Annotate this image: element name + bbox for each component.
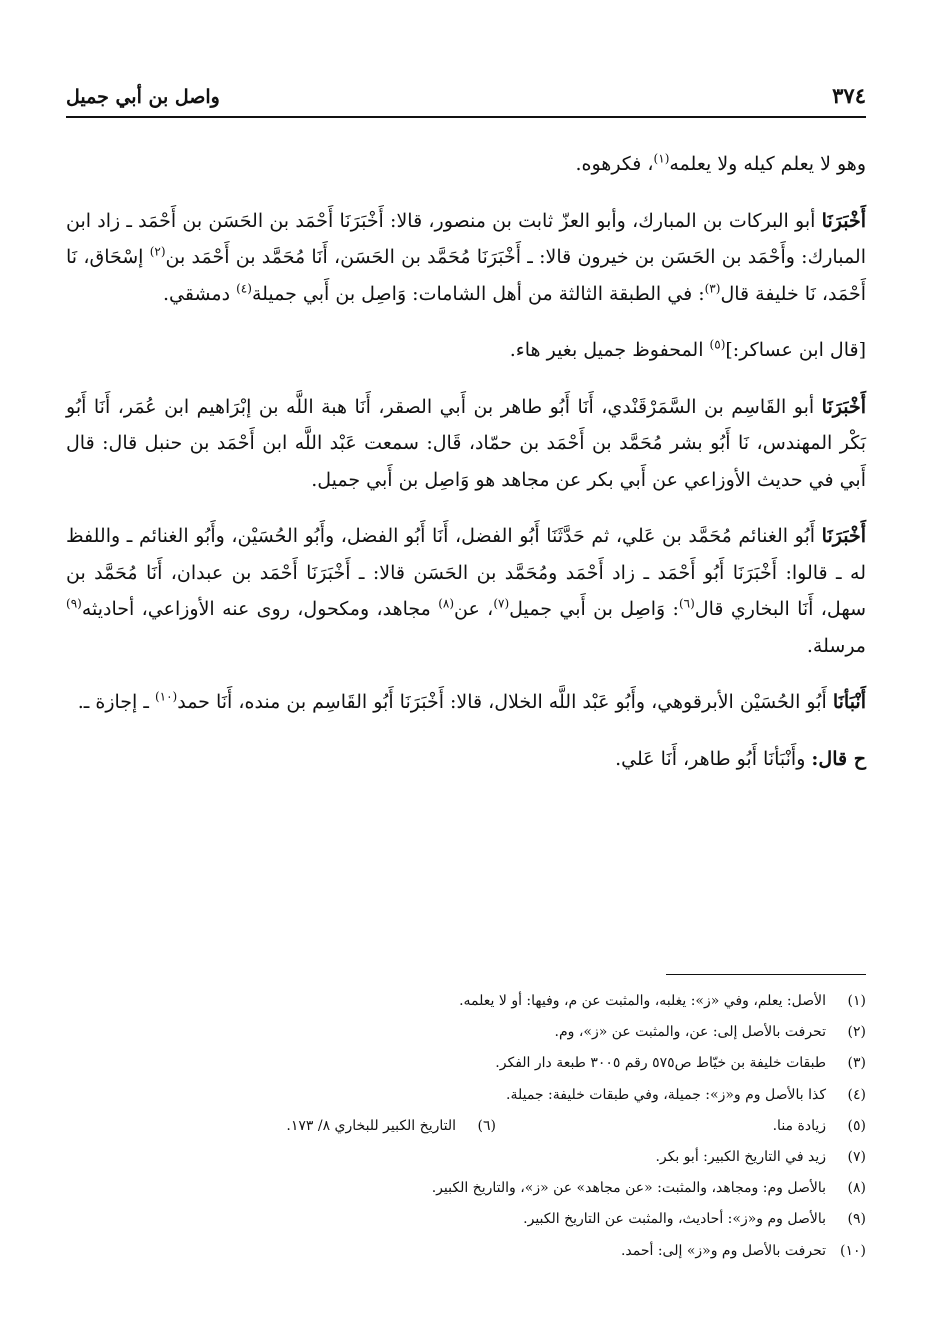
text-span: ، عن (454, 598, 494, 620)
footnote-number: (٤) (847, 1086, 866, 1103)
footnote (66, 986, 866, 1017)
text-span: ـ إجازة ـ. (77, 691, 155, 713)
paragraph-2 (66, 203, 866, 313)
paragraph-5 (66, 518, 866, 664)
text-span: أَبُو الغنائم مُحَمَّد بن عَلي، ثم حَدَّثَنَا أَبُو الفضل، أَنَا أَبُو الفضل، وأَبُو الحُسَيْن، وأَبُو الغنائم ـ واللفظ له ـ قالوا: أَخْبَرَنَا أَبُو أَحْمَد ـ زاد أَحْمَد ومُحَمَّد بن الحَسَن قالا: ـ أَخْبَرَنَا أَحْمَد بن عبدان، أَنَا مُحَمَّد بن سهل، أَنَا البخاري قال (66, 525, 866, 620)
footnote-text: كذا بالأصل وم و«ز»: جميلة، وفي طبقات خليفة: جميلة. (506, 1086, 826, 1103)
footnote-number: (٥) (847, 1117, 866, 1134)
footnote (66, 1080, 866, 1111)
footnote-text: بالأصل وم: ومجاهد، والمثبت: «عن مجاهد» عن «ز»، والتاريخ الكبير. (431, 1180, 826, 1197)
footnote-number: (٣) (847, 1055, 866, 1072)
isnad-keyword: أَنْبَأنَا (832, 691, 866, 713)
text-span: [قال ابن عساكر:] (725, 339, 866, 361)
footnote-ref: (٩) (66, 596, 82, 611)
footnote (66, 1142, 866, 1173)
footnote-text: زيد في التاريخ الكبير: أبو بكر. (655, 1149, 826, 1166)
text-span: أبو القَاسِم بن السَّمَرْقَنْدي، أَنَا أَبُو طاهر بن أَبي الصقر، أَنَا هبة اللَّه بن إبْرَاهيم ابن عُمَر، أَنَا أَبُو بَكْر المهندس، نَا أَبُو بشر مُحَمَّد بن أَحْمَد بن حمّاد، قَال: سمعت عَبْد اللَّه ابن أَحْمَد بن حنبل قال: قال أَبي في حديث الأوزاعي عن أَبي بكر عن مجاهد هو وَاصِل بن أَبي جميل. (66, 395, 866, 491)
footnote-ref: (٣) (704, 281, 721, 296)
paragraph-6 (66, 684, 866, 721)
footnote-text: الأصل: يعلم، وفي «ز»: يغلبه، والمثبت عن م، وفيها: أو لا يعلمه. (459, 993, 826, 1009)
footnote-number: (١٠) (840, 1242, 866, 1259)
main-text (66, 146, 866, 797)
footnote-number: (١) (847, 993, 866, 1009)
footnote-ref: (٢) (149, 244, 166, 259)
paragraph-3 (66, 332, 866, 369)
footnote-text: تحرفت بالأصل وم و«ز» إلى: أحمد. (620, 1242, 826, 1259)
footnote-secondary (286, 1111, 496, 1142)
text-span: وهو لا يعلم كيله ولا يعلمه (669, 153, 866, 175)
footnote (66, 1017, 866, 1048)
text-span: أبو البركات بن المبارك، وأبو العزّ ثابت بن منصور، قالا: أَخْبَرَنَا أَحْمَد بن الحَسَن بن أَحْمَد ـ زاد ابن المبارك: وأَحْمَد بن الحَسَن بن خيرون قالا: ـ أَخْبَرَنَا مُحَمَّد بن الحَسَن، أَنَا مُحَمَّد بن أَحْمَد بن (66, 209, 866, 268)
footnotes (66, 986, 866, 1267)
footnote (66, 1236, 866, 1267)
isnad-keyword: أَخْبَرَنَا (821, 525, 866, 547)
text-span: : وَاصِل بن أَبي جميل (509, 598, 679, 620)
text-span: مجاهد، ومكحول، روى عنه الأوزاعي، أحاديثه (81, 598, 439, 620)
text-span: المحفوظ جميل بغير هاء. (509, 339, 710, 361)
footnote-text: بالأصل وم و«ز»: أحاديث، والمثبت عن التاريخ الكبير. (523, 1211, 826, 1228)
text-span: مرسلة. (806, 634, 866, 657)
footnote (66, 1048, 866, 1079)
footnote-text: التاريخ الكبير للبخاري ٨/ ١٧٣. (286, 1117, 456, 1134)
footnote-number: (٧) (847, 1149, 866, 1166)
paragraph-7 (66, 741, 866, 778)
footnote-text: تحرفت بالأصل إلى: عن، والمثبت عن «ز»، وم. (554, 1024, 826, 1041)
footnote-number: (٩) (847, 1211, 866, 1228)
footnote-text: طبقات خليفة بن خيّاط ص٥٧٥ رقم ٣٠٠٥ طبعة دار الفكر. (495, 1055, 826, 1072)
isnad-keyword: أَخْبَرَنَا (821, 395, 866, 418)
footnote-ref: (١) (653, 151, 670, 166)
footnote (66, 1173, 866, 1204)
text-span: ، فكرهوه. (575, 153, 654, 175)
footnote (66, 1111, 866, 1142)
footnote-ref: (١٠) (154, 689, 178, 704)
text-span: دمشقي. (162, 282, 237, 305)
page-number: ٣٧٤ (832, 83, 866, 108)
footnote-ref: (٥) (709, 337, 726, 352)
text-span: : في الطبقة الثالثة من أهل الشامات: وَاصِل بن أَبي جميلة (251, 282, 705, 305)
running-title: واصل بن أبي جميل (66, 86, 220, 108)
text-span: وأَنْبَأنَا أَبُو طاهر، أَنَا عَلي. (615, 747, 812, 770)
footnote-ref: (٧) (493, 596, 510, 611)
page-header (66, 76, 866, 118)
paragraph-1 (66, 146, 866, 183)
paragraph-4 (66, 389, 866, 499)
footnote-ref: (٦) (678, 596, 695, 611)
footnote-number: (٢) (847, 1024, 866, 1041)
footnote-number: (٨) (847, 1180, 866, 1197)
footnote-number: (٦) (477, 1117, 496, 1134)
text-span: إسْحَاق، نَا أَحْمَد، نَا خليفة قال (66, 246, 866, 305)
footnote-text: زيادة منا. (772, 1117, 826, 1134)
text-span: أَبُو الحُسَيْن الأبرقوهي، وأَبُو عَبْد اللَّه الخلال، قالا: أَخْبَرَنَا أَبُو القَاسِم بن منده، أَنَا حمد (177, 691, 833, 713)
footnote-ref: (٤) (236, 281, 252, 296)
isnad-keyword: ح قال: (811, 747, 866, 770)
isnad-keyword: أَخْبَرَنَا (821, 209, 866, 232)
footnote-ref: (٨) (438, 596, 455, 611)
footnote (66, 1204, 866, 1235)
footnote-separator (666, 974, 866, 975)
